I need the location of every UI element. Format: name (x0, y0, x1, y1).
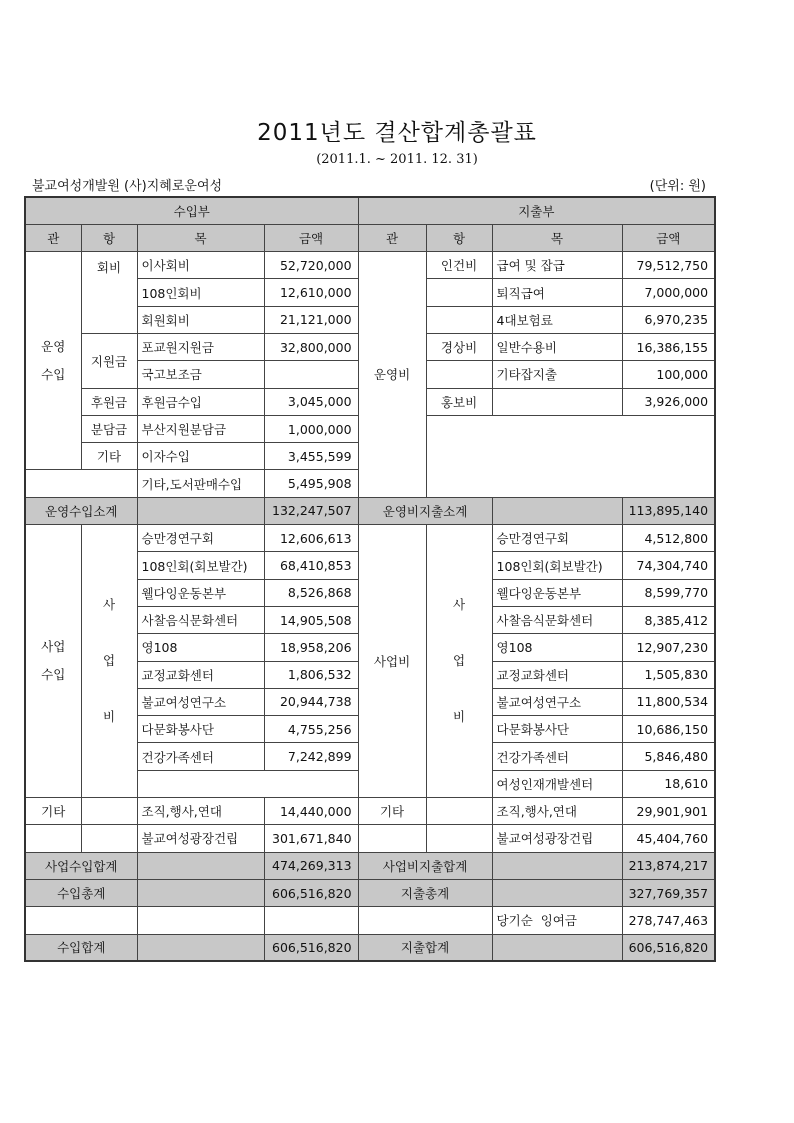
income-section-header: 수입부 (25, 197, 358, 224)
income-empty-cell (137, 770, 358, 797)
expense-mok: 기타잡지출 (492, 361, 622, 388)
table-row (25, 525, 715, 552)
income-mok: 조직,행사,연대 (137, 798, 264, 825)
expense-amount: 6,970,235 (622, 306, 715, 333)
col-mok: 목 (492, 224, 622, 251)
expense-mok: 영108 (492, 634, 622, 661)
expense-hang-business: 사 업 비 (426, 525, 492, 798)
expense-hang-empty (426, 361, 492, 388)
income-grand-total: 606,516,820 (264, 934, 358, 961)
income-amount: 301,671,840 (264, 825, 358, 852)
expense-amount: 8,385,412 (622, 606, 715, 633)
expense-amount: 8,599,770 (622, 579, 715, 606)
empty-cell (264, 907, 358, 934)
expense-section-header: 지출부 (358, 197, 715, 224)
income-amount: 3,455,599 (264, 443, 358, 470)
expense-hang-empty (426, 279, 492, 306)
income-mok: 회원회비 (137, 306, 264, 333)
income-mok: 기타,도서판매수입 (137, 470, 264, 497)
income-hang-business: 사 업 비 (81, 525, 137, 798)
expense-mok: 4대보험료 (492, 306, 622, 333)
expense-amount: 18,610 (622, 770, 715, 797)
expense-mok: 승만경연구회 (492, 525, 622, 552)
expense-business-subtotal: 213,874,217 (622, 852, 715, 879)
income-hang-other: 기타 (81, 443, 137, 470)
operating-subtotal-row (25, 497, 715, 524)
income-empty-cell (25, 470, 137, 497)
income-amount: 21,121,000 (264, 306, 358, 333)
empty-cell (137, 879, 264, 906)
empty-cell (492, 934, 622, 961)
empty-cell (358, 907, 492, 934)
expense-amount: 79,512,750 (622, 252, 715, 279)
expense-amount: 45,404,760 (622, 825, 715, 852)
expense-amount: 10,686,150 (622, 716, 715, 743)
income-amount: 3,045,000 (264, 388, 358, 415)
expense-mok: 일반수용비 (492, 333, 622, 360)
empty-cell (492, 497, 622, 524)
income-amount: 5,495,908 (264, 470, 358, 497)
income-operating-subtotal: 132,247,507 (264, 497, 358, 524)
income-grand-label: 수입합계 (25, 934, 137, 961)
expense-amount: 74,304,740 (622, 552, 715, 579)
empty-cell (137, 907, 264, 934)
income-mok: 승만경연구회 (137, 525, 264, 552)
income-amount: 1,806,532 (264, 661, 358, 688)
expense-amount: 7,000,000 (622, 279, 715, 306)
expense-mok: 조직,행사,연대 (492, 798, 622, 825)
income-business-subtotal: 474,269,313 (264, 852, 358, 879)
income-gwan-business: 사업 수입 (25, 525, 81, 798)
income-mok: 후원금수입 (137, 388, 264, 415)
organization-name: 불교여성개발원 (사)지혜로운여성 (32, 179, 223, 194)
column-header-row (25, 224, 715, 251)
income-amount: 4,755,256 (264, 716, 358, 743)
income-amount: 7,242,899 (264, 743, 358, 770)
income-gwan-other: 기타 (25, 798, 81, 825)
income-total: 606,516,820 (264, 879, 358, 906)
surplus-row (25, 907, 715, 934)
table-row (25, 252, 715, 279)
empty-cell (81, 825, 137, 852)
income-amount: 8,526,868 (264, 579, 358, 606)
surplus-label: 당기순 잉여금 (492, 907, 622, 934)
income-mok: 영108 (137, 634, 264, 661)
empty-cell (492, 879, 622, 906)
income-gwan-operating: 운영 수입 (25, 252, 81, 470)
expense-grand-total: 606,516,820 (622, 934, 715, 961)
income-operating-subtotal-label: 운영수입소계 (25, 497, 137, 524)
income-mok: 다문화봉사단 (137, 716, 264, 743)
expense-amount: 4,512,800 (622, 525, 715, 552)
empty-cell (25, 825, 81, 852)
expense-operating-subtotal: 113,895,140 (622, 497, 715, 524)
table-row (25, 798, 715, 825)
expense-hang-general: 경상비 (426, 333, 492, 360)
expense-business-subtotal-label: 사업비지출합계 (358, 852, 492, 879)
col-mok: 목 (137, 224, 264, 251)
income-hang-donation: 후원금 (81, 388, 137, 415)
empty-cell (492, 852, 622, 879)
income-amount: 12,606,613 (264, 525, 358, 552)
expense-mok: 사찰음식문화센터 (492, 606, 622, 633)
total-row (25, 879, 715, 906)
empty-cell (137, 852, 264, 879)
empty-cell (426, 798, 492, 825)
income-hang-share: 분담금 (81, 415, 137, 442)
expense-amount: 12,907,230 (622, 634, 715, 661)
settlement-table (24, 196, 716, 962)
expense-mok: 교정교화센터 (492, 661, 622, 688)
income-mok: 이자수입 (137, 443, 264, 470)
expense-empty-block (426, 415, 715, 497)
empty-cell (358, 825, 426, 852)
expense-amount: 100,000 (622, 361, 715, 388)
expense-hang-empty (426, 306, 492, 333)
income-amount: 12,610,000 (264, 279, 358, 306)
expense-mok: 웰다잉운동본부 (492, 579, 622, 606)
income-mok: 웰다잉운동본부 (137, 579, 264, 606)
expense-mok: 급여 및 잡급 (492, 252, 622, 279)
income-amount: 14,905,508 (264, 606, 358, 633)
col-hang: 항 (426, 224, 492, 251)
expense-total-label: 지출총계 (358, 879, 492, 906)
expense-hang-pr: 홍보비 (426, 388, 492, 415)
expense-operating-subtotal-label: 운영비지출소계 (358, 497, 492, 524)
income-mok: 사찰음식문화센터 (137, 606, 264, 633)
expense-amount: 1,505,830 (622, 661, 715, 688)
expense-total: 327,769,357 (622, 879, 715, 906)
income-amount: 14,440,000 (264, 798, 358, 825)
expense-amount: 11,800,534 (622, 688, 715, 715)
income-mok: 108인회(회보발간) (137, 552, 264, 579)
income-mok: 부산지원분담금 (137, 415, 264, 442)
expense-mok: 108인회(회보발간) (492, 552, 622, 579)
expense-gwan-operating: 운영비 (358, 252, 426, 498)
expense-mok: 불교여성연구소 (492, 688, 622, 715)
expense-mok: 퇴직급여 (492, 279, 622, 306)
empty-cell (137, 497, 264, 524)
income-business-subtotal-label: 사업수입합계 (25, 852, 137, 879)
income-mok: 국고보조금 (137, 361, 264, 388)
income-amount: 68,410,853 (264, 552, 358, 579)
income-mok: 108인회비 (137, 279, 264, 306)
empty-cell (137, 934, 264, 961)
income-amount: 32,800,000 (264, 333, 358, 360)
grand-total-row (25, 934, 715, 961)
col-amount: 금액 (622, 224, 715, 251)
income-amount: 18,958,206 (264, 634, 358, 661)
expense-amount: 29,901,901 (622, 798, 715, 825)
income-amount: 1,000,000 (264, 415, 358, 442)
section-header-row (25, 197, 715, 224)
col-gwan: 관 (358, 224, 426, 251)
col-amount: 금액 (264, 224, 358, 251)
income-mok: 교정교화센터 (137, 661, 264, 688)
expense-gwan-business: 사업비 (358, 525, 426, 798)
income-mok: 포교원지원금 (137, 333, 264, 360)
empty-cell (25, 907, 137, 934)
col-hang: 항 (81, 224, 137, 251)
table-row (25, 825, 715, 852)
expense-mok: 여성인재개발센터 (492, 770, 622, 797)
expense-hang-personnel: 인건비 (426, 252, 492, 279)
income-mok: 불교여성광장건립 (137, 825, 264, 852)
income-amount: 52,720,000 (264, 252, 358, 279)
expense-mok: 다문화봉사단 (492, 716, 622, 743)
expense-grand-label: 지출합계 (358, 934, 492, 961)
income-hang-subsidy: 지원금 (81, 333, 137, 388)
page-title: 2011년도 결산합계총괄표 (257, 120, 537, 146)
expense-gwan-other: 기타 (358, 798, 426, 825)
business-subtotal-row (25, 852, 715, 879)
surplus-amount: 278,747,463 (622, 907, 715, 934)
expense-amount: 16,386,155 (622, 333, 715, 360)
income-amount (264, 361, 358, 388)
expense-mok (492, 388, 622, 415)
period-range: (2011.1. ~ 2011. 12. 31) (316, 152, 478, 167)
income-total-label: 수입총계 (25, 879, 137, 906)
expense-amount: 3,926,000 (622, 388, 715, 415)
expense-mok: 건강가족센터 (492, 743, 622, 770)
income-mok: 건강가족센터 (137, 743, 264, 770)
expense-mok: 불교여성광장건립 (492, 825, 622, 852)
unit-label: (단위: 원) (649, 179, 706, 194)
income-mok: 불교여성연구소 (137, 688, 264, 715)
income-hang-membership: 회비 (81, 252, 137, 334)
income-amount: 20,944,738 (264, 688, 358, 715)
expense-amount: 5,846,480 (622, 743, 715, 770)
empty-cell (81, 798, 137, 825)
income-mok: 이사회비 (137, 252, 264, 279)
col-gwan: 관 (25, 224, 81, 251)
empty-cell (426, 825, 492, 852)
